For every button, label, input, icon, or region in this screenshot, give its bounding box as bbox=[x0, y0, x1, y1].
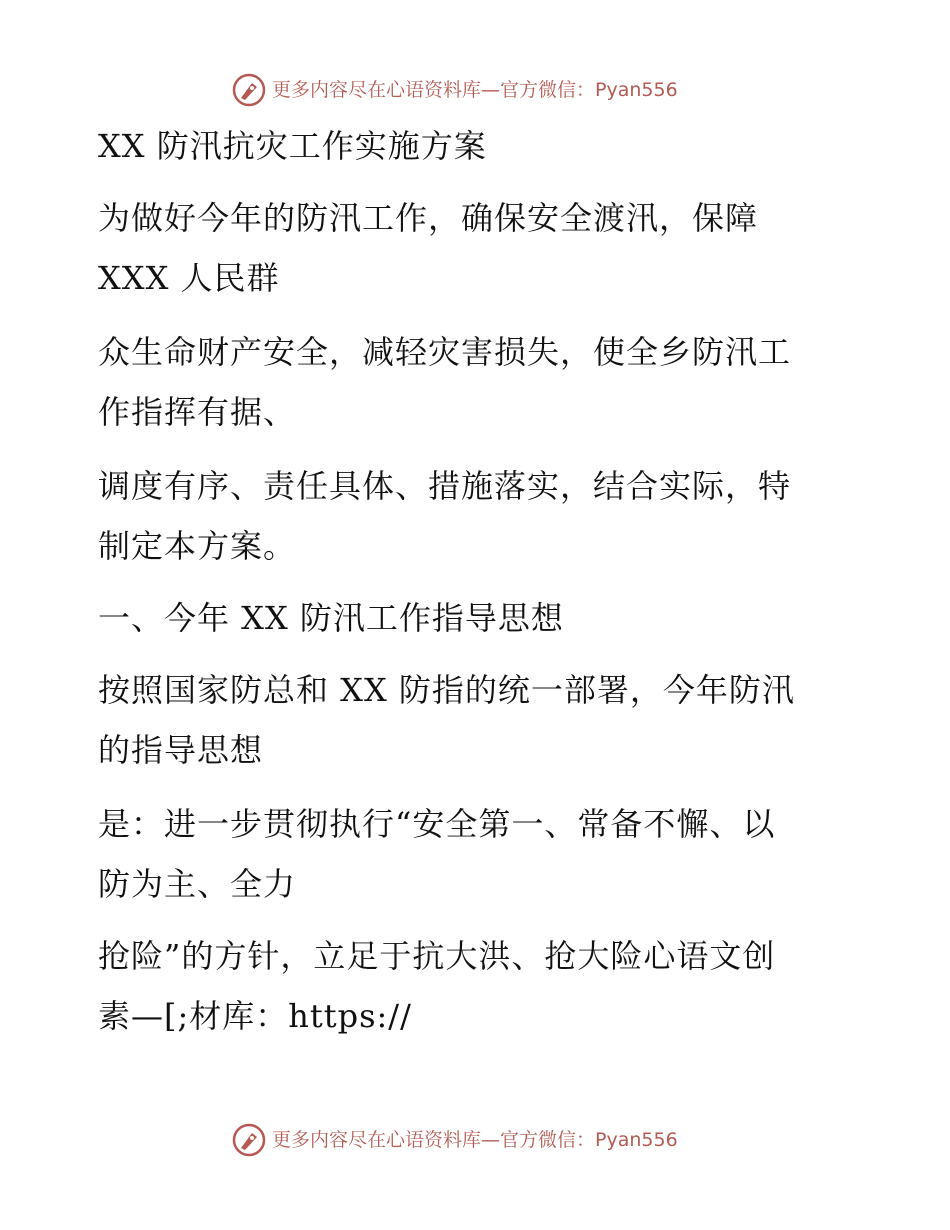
paragraph-line: 众生命财产安全，减轻灾害损失，使全乡防汛工 bbox=[98, 333, 792, 371]
paragraph-line: 按照国家防总和 XX 防指的统一部署，今年防汛 bbox=[98, 671, 795, 709]
header-watermark bbox=[232, 70, 678, 110]
paragraph-line: 为做好今年的防汛工作，确保安全渡汛，保障 bbox=[98, 199, 759, 237]
paragraph-line: 是：进一步贯彻执行“安全第一、常备不懈、以 bbox=[98, 805, 776, 843]
section-heading: 一、今年 XX 防汛工作指导思想 bbox=[98, 599, 564, 637]
paragraph-line: 素—[;材库：https:// bbox=[98, 997, 412, 1035]
paragraph-line: 抢险”的方针，立足于抗大洪、抢大险心语文创 bbox=[98, 937, 776, 975]
pen-nib-icon bbox=[232, 1123, 266, 1157]
pen-nib-icon bbox=[232, 73, 266, 107]
paragraph-line: 调度有序、责任具体、措施落实，结合实际，特 bbox=[98, 467, 792, 505]
paragraph-line: 防为主、全力 bbox=[98, 865, 297, 903]
document-title: XX 防汛抗灾工作实施方案 bbox=[98, 127, 487, 165]
paragraph-line: 的指导思想 bbox=[98, 731, 264, 769]
paragraph-line: XXX 人民群 bbox=[98, 259, 280, 297]
paragraph-line: 作指挥有据、 bbox=[98, 393, 297, 431]
footer-watermark-text: 更多内容尽在心语资料库—官方微信：Pyan556 bbox=[272, 1128, 678, 1151]
paragraph-line: 制定本方案。 bbox=[98, 527, 297, 565]
footer-watermark bbox=[232, 1120, 678, 1160]
header-watermark-text: 更多内容尽在心语资料库—官方微信：Pyan556 bbox=[272, 78, 678, 101]
